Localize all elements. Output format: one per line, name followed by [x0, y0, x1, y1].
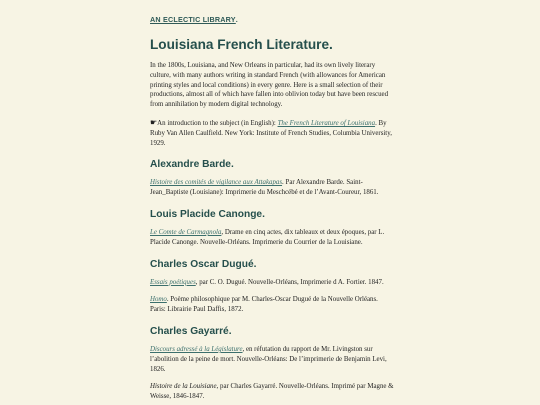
intro-ref-suffix: . By Ruby Van Allen Caulfield. New York: Institute of French Studies, Columbia University, 1929. — [150, 119, 392, 147]
content-column — [150, 9, 395, 405]
intro-paragraph: In the 1800s, Louisiana, and New Orleans in particular, had its own lively literary culture, with many authors writing in standard French (with allowances for American printing styles and local conditions) in every genre. Here is a small selection of their productions, almost all of which have fallen into oblivion today but have been rescued from annihilation by modern digital technology. — [150, 62, 389, 109]
work-details: , par C. O. Dugué. Nouvelle-Orléans, Imprimerie d A. Fortier. 1847. — [195, 278, 384, 286]
work-details: , Drame en cinq actes, dix tableaux et deux époques, par L. Placide Canonge. Nouvelle-Orléans. Imprimerie du Courrier de la Louisiane. — [150, 228, 385, 246]
work-entry — [150, 278, 395, 288]
work-details: . Poème philosophique par M. Charles-Oscar Dugué de la Nouvelle Orléans. Paris: Librairie Paul Daffis, 1872. — [150, 296, 378, 314]
work-title-link[interactable]: Le Comte de Carmagnola — [150, 228, 222, 236]
page-title: Louisiana French Literature. — [150, 37, 333, 52]
work-entry — [150, 228, 395, 248]
author-section — [150, 209, 395, 248]
work-entry — [150, 295, 395, 315]
site-home-link[interactable]: AN ECLECTIC LIBRARY — [150, 15, 236, 24]
work-title-link[interactable]: Histoire des comités de vigilance aux Attakapas — [150, 179, 283, 187]
site-header — [150, 9, 395, 27]
work-title-link[interactable]: Discours adressé à la Législature — [150, 345, 243, 353]
work-entry — [150, 178, 395, 198]
intro-ref-link[interactable]: The French Literature of Louisiana — [277, 119, 376, 127]
work-entry — [150, 382, 395, 402]
intro-reference — [150, 118, 395, 148]
work-title-link[interactable]: Essais poétiques — [150, 278, 196, 286]
intro-ref-prefix: An introduction to the subject (in English): — [157, 119, 278, 127]
work-title-link[interactable]: Homo — [150, 296, 167, 304]
work-details: , par Charles Gayarré. Nouvelle-Orléans. Imprimé par Magne & Weisse, 1846-1847. — [150, 383, 394, 401]
author-heading: Alexandre Barde. — [150, 159, 234, 171]
author-section — [150, 259, 395, 315]
author-section — [150, 159, 395, 198]
site-link-dot: . — [235, 15, 238, 24]
author-heading: Charles Gayarré. — [150, 325, 232, 337]
work-details: , en réfutation du rapport de Mr. Livingston sur l’abolition de la peine de mort. Nouvelle-Orléans: De l’imprimerie de Benjamin Levi, 1826. — [150, 345, 387, 373]
author-heading: Louis Placide Canonge. — [150, 208, 265, 220]
pointing-hand-icon: ☛ — [150, 117, 158, 127]
work-entry — [150, 345, 395, 374]
author-list — [150, 159, 395, 402]
author-heading: Charles Oscar Dugué. — [150, 258, 257, 270]
work-title: Histoire de la Louisiane — [150, 383, 217, 391]
author-section — [150, 326, 395, 402]
work-details: . Par Alexandre Barde. Saint-Jean_Baptiste (Louisiane): Imprimerie du Meschcébé et de l’Avant-Coureur, 1861. — [150, 179, 379, 197]
